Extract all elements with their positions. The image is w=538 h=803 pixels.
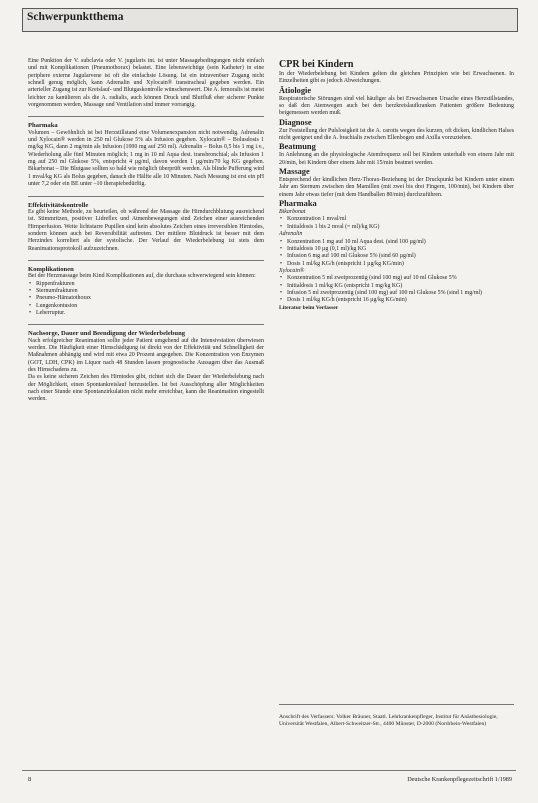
cpr-intro: In der Wiederbelebung bei Kindern gelten die gleichen Prinzipien wie bei Erwachsenen. In Einzelheiten gibt es jedoch Abweichungen. [279,71,514,85]
xylocain-label: Xylocain® [279,267,305,274]
page-number: 8 [28,776,32,783]
author-address: Anschrift des Verfassers: Volker Bräuner, Staatl. Lehrkrankenpfleger, Institut für Anästhesiologie, Universität Westfalen, Albert-Schweitzer-Str., 4400 Münster, D-2000 (Nordrhein-Westfalen) [279,713,498,727]
diagnosis-text: Zur Feststellung der Pulslosigkeit ist die A. carotis wegen des kurzen, oft dicken, kindlichen Halses nicht geeignet und die A. brachialis zwischen Ellenbogen und Axilla vorzuziehen. [279,127,514,142]
list-item: • Initialdosis 1 ml/kg KG (entspricht 1 mg/kg KG) [287,283,514,290]
footer-rule [22,770,516,771]
cpr-children-heading: CPR bei Kindern [279,59,354,70]
bicarbonate-list [279,216,514,231]
massage-heading: Massage [279,167,310,177]
list-item: • Dosis 1 ml/kg KG/h (entspricht 1 µg/kg KG/min) [287,261,514,268]
diagnosis-heading: Diagnose [279,117,312,127]
complications-intro: Bei der Herzmassage beim Kind Komplikationen auf, die durchaus schwerwiegend sein können: [28,273,256,280]
left-column [28,58,264,404]
xylocain-list [279,275,514,304]
adrenalin-label: Adrenalin [279,231,303,238]
aftercare-text-2: Da es keine sicheren Zeichen des Hirntodes gibt, richtet sich die Dauer der Wiederbelebung nach der Möglichkeit, einen Spontankreislauf herzustellen. Ist bei Ausschöpfung aller Möglichkeiten nach einer Stunde eine Spontanzirkulation nicht mehr erreichbar, kann die Reanimation eingestellt werden. [28,374,264,403]
list-item: • Infusion 5 ml zweiprozentig (sind 100 mg) auf 100 ml Glukose 5% (sind 1 mg/ml) [287,290,514,297]
divider [28,196,264,197]
divider [28,116,264,117]
divider [28,324,264,325]
aftercare-heading: Nachsorge, Dauer und Beendigung der Wiederbelebung [28,330,186,338]
list-item: • Lungenkontusion [36,303,264,310]
list-item: • Rippenfrakturen [36,281,264,288]
journal-footer: Deutsche Krankenpflegezeitschrift 1/1989 [407,776,512,783]
bicarbonate-label: Bikarbonat [279,209,306,216]
right-column [279,58,514,312]
etiology-text: Respiratorische Störungen sind viel häufiger als bei Erwachsenen Ursache eines Herzstillstandes, so daß den Atemwegen auch bei den herzkreislaufkranken Patienten größere Bedeutung beigemessen werden muß. [279,95,514,117]
aftercare-text-1: Nach erfolgreicher Reanimation sollte jeder Patient umgehend auf die Intensivstation überwiesen werden. Die Häufigkeit einer Hirnschädigung ist direkt von der Effektivität und Schnelligkeit der Maßnahmen abhängig und wird mit etwa 20 Prozent angegeben. Die Konzentration von Enzymen (GOT, LDH, CPK) im Liquor nach 48 Stunden lassen prognostische Aussagen über das Ausmaß des Hirnschadens zu. [28,337,264,374]
complications-list [28,281,264,318]
list-item: • Initialdosis 10 µg (0,1 ml)/kg KG [287,246,514,253]
list-item: • Konzentration 5 ml zweiprozentig (sind 100 mg) auf 10 ml Glukose 5% [287,275,514,282]
ventilation-heading: Beatmung [279,142,316,152]
pharmaka-heading: Pharmaka [279,199,317,209]
list-item: • Konzentration 1 mval/ml [287,216,514,223]
intro-paragraph: Eine Punktion der V. subclavia oder V. jugularis int. ist unter Massagebedingungen nicht einfach und mit Komplikationen (Pneumothorax) belastet. Eine lebenswichtige (sein Katheter) in eine periphere externe Jugularvene ist oft die einfachste Lösung. Ist ein intravenöser Zugang nicht schnell genug möglich, kann Adrenalin und Xylocain® transtracheal gegeben werden. Ein arterieller Zugang ist zur Kreislauf- und Blutgaskontrolle wünschenswert. Die A. femoralis ist meist leichter zu kanülieren als die A. radialis, auch können Druck und Blutfluß eher sicherer Punkte vorgenommen werden, Massage und Ventilation sind immer vorrangig. [28,58,264,109]
massage-text: Entsprechend der kindlichen Herz-Thorax-Beziehung ist der Druckpunkt bei Kindern unter einem Jahr am Sternum zwischen den Mamillen (mit zwei bis drei Fingern, 100/min), bei Kindern über einem Jahr etwas tiefer (mit dem Handballen 80/min) durchzuführen. [279,177,514,198]
list-item: • Infusion 6 mg auf 100 ml Glukose 5% (sind 60 µg/ml) [287,253,514,260]
list-item: • Konzentration 1 mg auf 10 ml Aqua dest. (sind 100 µg/ml) [287,239,514,246]
pharm-text: Volumen – Gewöhnlich ist bei Herzstillstand eine Volumenexpansion nicht notwendig. Adrenalin und Xylocain® werden in 250 ml Glukose 5% als Infusion gegeben. Xylocain® – Bolusdosis 1 mg/kg KG, dann 2 mg/min als Infusion (1000 mg auf 250 ml). Adrenalin – Bolus 0,5 bis 1 mg i.v., Wiederholung alle fünf Minuten möglich; 1 mg in 10 ml Aqua dest. transbronchial; als Infusion 1 mg auf 250 ml Glukose 5%, entspricht 4 µg/ml, davon werden 1 µg/min/70 kg KG gegeben. Bikarbonat – Die Blutgase sollten so bald wie möglich überprüft werden. Als blinde Pufferung wird 1 mval/kg KG als Bolus gegeben, danach die Hälfte alle 10 Minuten. Nach Messung ist erst ein pH unter 7,2 oder ein BE unter –10 therapiebedürftig. [28,129,264,188]
note-rule [279,704,514,705]
section-title: Schwerpunktthema [27,11,124,23]
effectiveness-heading: Effektivitätskontrolle [28,201,89,209]
pharm-heading: Pharmaka [28,122,58,130]
etiology-heading: Ätiologie [279,85,312,95]
list-item: • Pneumo-Hämatothorax [36,295,264,302]
list-item: • Leberruptur. [36,310,264,317]
literature-note: Literatur beim Verfasser [279,304,339,311]
list-item: • Initialdosis 1 bis 2 mval (= ml)/kg KG) [287,224,514,231]
effectiveness-text: Es gibt keine Methode, zu beurteilen, ob während der Massage die Hirndurchblutung ausreichend ist. Stimmritzen, positiver Lidreflex und Atmenbewegungen sind Zeichen einer ausreichenden Hirnperfusion. Weite lichtstarre Pupillen sind kein absolutes Zeichen eines irreversiblen Hirntodes, sondern können auch bei Reversibilität auftreten. Der mittlere Blutdruck ist besser mit dem Herzindex korreliert als der systolische. Der Verlauf der Wiederbelebung ist stets dem Reanimationsprotokoll aufzuzeichnen. [28,208,264,252]
list-item: • Sternumfrakturen [36,288,264,295]
ventilation-text: In Anlehnung an die physiologische Atemfrequenz soll bei Kindern unterhalb von einem Jahr mit 20/min, bei Kindern über einem Jahr mit 15/min beatmet werden. [279,152,514,166]
header-box [22,8,518,32]
divider [28,260,264,261]
list-item: • Dosis 1 ml/kg KG/h (entspricht 16 µg/kg KG/min) [287,297,514,304]
adrenalin-list [279,239,514,268]
complications-heading: Komplikationen [28,265,74,273]
